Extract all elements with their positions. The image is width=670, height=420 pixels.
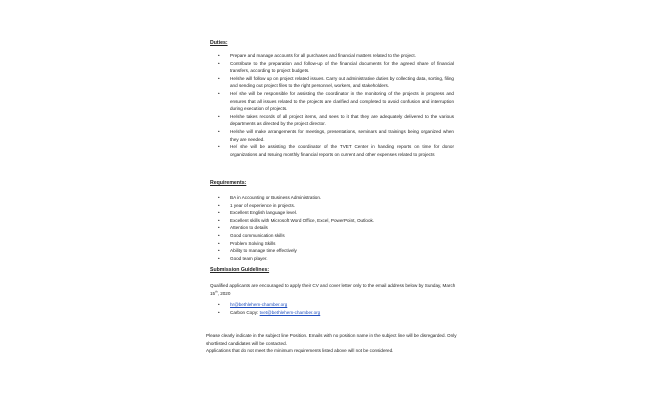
duties-list: [218, 52, 454, 158]
duty-item: • He/she takes records of all project items, and sees to it that they are adequately delivered to the various departments as directed by the project director.: [218, 113, 454, 128]
duty-item: • Prepare and manage accounts for all purchases and financial matters related to the project.: [218, 52, 454, 60]
duties-heading: Duties:: [210, 40, 228, 46]
requirement-item: • Good communication skills: [218, 232, 454, 240]
carbon-copy-label: Carbon Copy:: [230, 309, 260, 315]
closing-notes: [206, 332, 468, 355]
submission-intro: [210, 282, 456, 297]
notes-line: Applications that do not meet the minimum requirements listed above will not be considered.: [206, 348, 394, 354]
requirement-item: • Excellent skills with Microsoft Word Office, Excel, PowerPoint, Outlook.: [218, 217, 454, 225]
submission-heading: Submission Guidelines:: [210, 267, 270, 273]
email-item: [218, 309, 454, 317]
requirement-item: • Good team player.: [218, 255, 454, 263]
requirement-item: • Problem Solving Skills: [218, 240, 454, 248]
hr-email-link[interactable]: hr@bethlehem-chamber.org: [230, 302, 288, 307]
submission-intro-text: Qualified applicants are encouraged to apply their CV and cover letter only to the email address below by Sunday, March 15: [210, 283, 456, 296]
duty-item: • He/ she will be assisting the coordinator of the TVET Center in handing reports on time for donor organizations and Issuing monthly financial reports on current and other expenses related to projects: [218, 143, 454, 158]
notes-line: Please clearly indicate in the subject line Position. Emails with no position name in the subject line will be disregarded. Only shortlisted candidates will be contacted.: [206, 333, 457, 346]
requirement-item: • BA in Accounting or Business Administration.: [218, 194, 454, 202]
duty-item: • He/ she will be responsible for assisting the coordinator in the monitoring of the projects in progress and ensures that all issues related to the projects are clarified and completed to avoid confusion and interruption during execution of projects.: [218, 90, 454, 113]
requirements-heading: Requirements:: [210, 180, 247, 186]
email-item: [218, 301, 454, 309]
date-suffix: th: [215, 289, 218, 294]
requirement-item: • Ability to manage time effectively: [218, 247, 454, 255]
requirements-list: [218, 194, 454, 262]
duty-item: • He/she will make arrangements for meetings, presentations, seminars and trainings being organized when they are needed.: [218, 128, 454, 143]
tvet-email-link[interactable]: tvet@bethlehem-chamber.org: [259, 309, 321, 315]
requirement-item: • 1 year of experience in projects.: [218, 202, 454, 210]
requirement-item: • Attention to details: [218, 224, 454, 232]
requirement-item: • Excellent English language level.: [218, 209, 454, 217]
duty-item: • Contribute to the preparation and follow-up of the financial documents for the agreed share of financial transfers, according to project budgets.: [218, 60, 454, 75]
email-list: [218, 301, 454, 316]
submission-intro-year: , 2020: [217, 290, 231, 296]
duty-item: • He/she will follow up on project related issues. Carry out administrative duties by collecting data, sorting, filing and sending out project files to the right personnel, workers, and stakeholders.: [218, 75, 454, 90]
